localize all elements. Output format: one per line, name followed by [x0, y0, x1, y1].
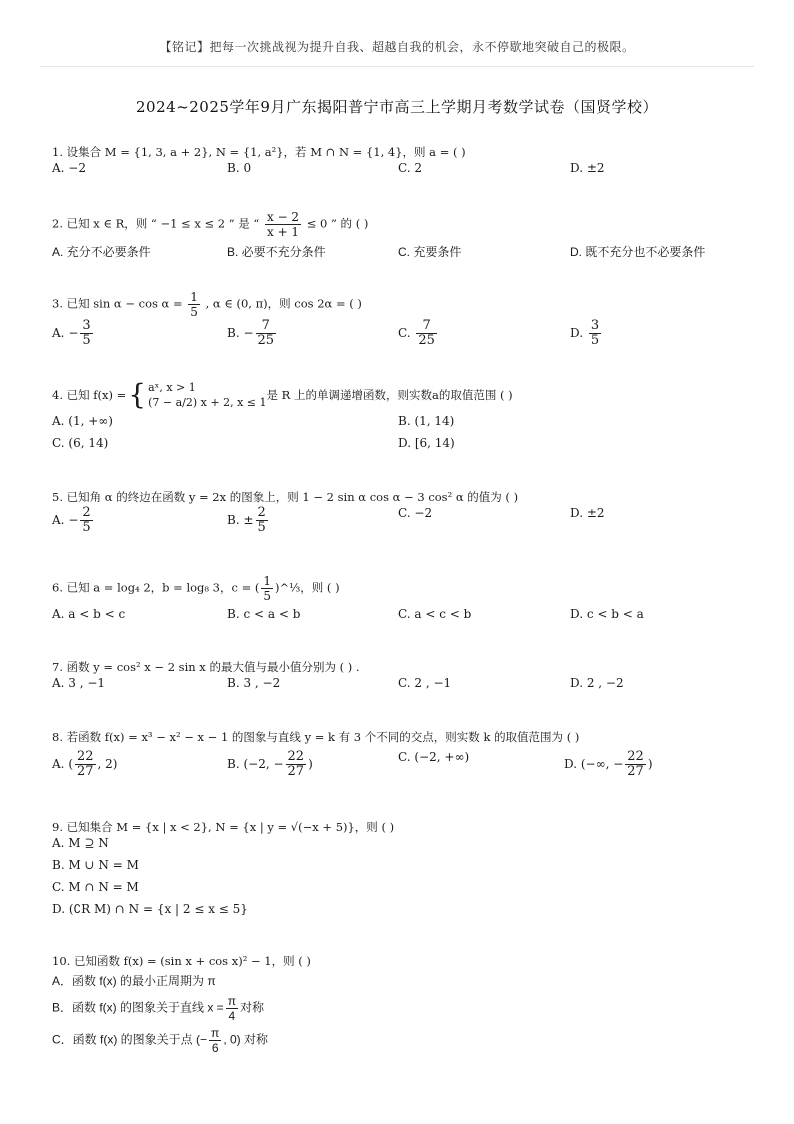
denominator: 5 — [82, 520, 91, 535]
option-sign: − — [68, 513, 79, 527]
option-b[interactable]: B. 必要不充分条件 — [227, 245, 326, 259]
question-2 — [52, 210, 752, 265]
fraction — [80, 506, 92, 535]
fraction — [256, 319, 277, 348]
option-c[interactable]: C. M ∩ N = M — [52, 880, 139, 894]
brace: { — [128, 378, 147, 411]
option-b[interactable] — [52, 994, 264, 1023]
denominator: 5 — [257, 520, 266, 535]
exam-title: 2024~2025学年9月广东揭阳普宁市高三上学期月考数学试卷（国贤学校） — [136, 98, 658, 116]
fraction — [589, 319, 601, 348]
piecewise-cases — [148, 380, 266, 410]
option-text: 对称 — [239, 1000, 264, 1015]
numerator: 22 — [627, 749, 644, 764]
option-d[interactable] — [570, 506, 605, 520]
option-b[interactable]: B. (1, 14) — [398, 414, 455, 428]
option-label: C. — [398, 506, 411, 520]
question-stem — [52, 380, 752, 410]
question-stem — [52, 210, 752, 239]
option-value: −2 — [414, 506, 433, 520]
question-stem — [52, 290, 752, 319]
case-2: (7 − a/2) x + 2, x ≤ 1 — [148, 396, 267, 409]
stem-text: )^⅓，则 ( ) — [275, 580, 340, 595]
option-label: C. — [398, 326, 411, 340]
numerator: π — [211, 1026, 220, 1040]
options-row — [52, 972, 752, 994]
stem-text: 6. 已知 a = log₄ 2，b = log₈ 3，c = ( — [52, 580, 260, 595]
option-text: (−∞, − — [580, 757, 624, 771]
option-b[interactable]: B. M ∪ N = M — [52, 858, 139, 872]
question-8 — [52, 728, 752, 794]
header-divider — [40, 66, 754, 67]
option-c[interactable] — [398, 319, 439, 348]
fraction — [209, 1026, 221, 1055]
fraction — [226, 994, 238, 1023]
fraction — [261, 574, 273, 603]
option-a[interactable]: A. a < b < c — [52, 607, 126, 621]
denominator: 5 — [263, 589, 271, 603]
options-row — [52, 414, 752, 436]
option-sign: − — [243, 326, 254, 340]
option-a[interactable] — [52, 319, 95, 348]
option-text: , 0) 对称 — [223, 1032, 268, 1047]
option-b[interactable] — [227, 506, 270, 535]
option-text: C．函数 f(x) 的图象关于点 — [52, 1032, 193, 1047]
option-b[interactable]: B. 3 , −2 — [227, 676, 281, 690]
option-a[interactable]: A. M ⊇ N — [52, 836, 109, 850]
numerator: 1 — [263, 574, 271, 588]
option-text: ) — [308, 757, 313, 771]
options-row — [52, 836, 752, 858]
option-label: A. — [52, 757, 65, 771]
option-d[interactable]: D. ±2 — [570, 161, 605, 175]
fraction — [256, 506, 268, 535]
option-label: C. — [398, 750, 411, 764]
option-c[interactable]: C. 2 , −1 — [398, 676, 452, 690]
numerator: 2 — [257, 505, 266, 520]
question-stem: 1. 设集合 M = {1, 3, a + 2}, N = {1, a²}，若 M ∩ N = {1, 4}，则 a = ( ) — [52, 145, 466, 159]
denominator: x + 1 — [266, 225, 300, 239]
option-a[interactable]: A. (1, +∞) — [52, 414, 113, 428]
option-a[interactable]: A．函数 f(x) 的最小正周期为 π — [52, 974, 216, 988]
fraction — [75, 750, 96, 779]
motto-banner: 【铭记】把每一次挑战视为提升自我、超越自我的机会，永不停歇地突破自己的极限。 — [159, 40, 635, 54]
question-stem: 8. 若函数 f(x) = x³ − x² − x − 1 的图象与直线 y = k 有 3 个不同的交点，则实数 k 的取值范围为 ( ) — [52, 730, 580, 744]
option-c[interactable]: C. a < c < b — [398, 607, 472, 621]
option-c[interactable] — [398, 506, 432, 520]
option-d[interactable] — [570, 319, 603, 348]
question-stem: 7. 函数 y = cos² x − 2 sin x 的最大值与最小值分别为 ( ) . — [52, 660, 360, 674]
option-sign: ± — [243, 513, 254, 527]
options-row — [52, 243, 752, 265]
denominator: 27 — [627, 764, 644, 779]
question-stem: 10. 已知函数 f(x) = (sin x + cos x)² − 1，则 ( ) — [52, 954, 311, 968]
fraction — [265, 210, 301, 239]
option-b[interactable]: B. c < a < b — [227, 607, 301, 621]
option-d[interactable] — [564, 750, 653, 779]
option-c[interactable] — [398, 750, 469, 764]
numerator: 3 — [82, 318, 91, 333]
stem-text: 是 R 上的单调递增函数，则实数a的取值范围 ( ) — [266, 388, 513, 402]
denominator: 25 — [257, 333, 275, 348]
fraction — [188, 290, 200, 319]
options-row — [52, 506, 752, 544]
question-3 — [52, 290, 752, 357]
option-c[interactable]: C. 2 — [398, 161, 423, 175]
options-row — [52, 858, 752, 880]
option-label: B. — [227, 326, 240, 340]
options-row — [52, 436, 752, 458]
option-d[interactable]: D. [6, 14) — [398, 436, 455, 450]
options-row — [52, 319, 752, 357]
numerator: 2 — [82, 505, 91, 520]
denominator: 25 — [418, 333, 435, 348]
options-row — [52, 902, 752, 924]
stem-text: 4. 已知 f(x) = — [52, 388, 127, 402]
option-label: B. — [227, 513, 240, 527]
option-label: B. — [227, 757, 240, 771]
denominator: 27 — [287, 764, 305, 779]
question-9 — [52, 818, 752, 924]
denominator: 6 — [211, 1041, 219, 1055]
options-row — [52, 1026, 752, 1058]
option-sign: − — [68, 326, 79, 340]
option-a[interactable]: A. 充分不必要条件 — [52, 245, 151, 259]
numerator: 22 — [287, 749, 305, 764]
denominator: 5 — [590, 333, 600, 348]
option-b[interactable]: B. 0 — [227, 161, 252, 175]
option-label: D. — [570, 506, 584, 520]
option-a[interactable] — [52, 506, 95, 535]
option-value: (−2, +∞) — [414, 750, 470, 764]
option-text: ) — [647, 757, 653, 771]
question-1 — [52, 143, 752, 183]
question-stem — [52, 574, 752, 603]
stem-text: 2. 已知 x ∈ R，则 “ −1 ≤ x ≤ 2 ” 是 “ — [52, 216, 260, 231]
question-10 — [52, 952, 752, 1058]
option-b[interactable] — [227, 319, 278, 348]
question-stem: 5. 已知角 α 的终边在函数 y = 2x 的图象上，则 1 − 2 sin α cos α − 3 cos² α 的值为 ( ) — [52, 490, 519, 504]
numerator: 1 — [190, 290, 198, 304]
options-row — [52, 676, 752, 698]
option-value: ±2 — [586, 506, 605, 520]
stem-text: 3. 已知 sin α − cos α = — [52, 296, 183, 311]
option-b[interactable] — [227, 750, 313, 779]
case-1: aˣ, x > 1 — [148, 381, 196, 394]
fraction — [80, 319, 92, 348]
option-text: , 2) — [97, 757, 118, 771]
question-5 — [52, 488, 752, 544]
denominator: 27 — [77, 764, 94, 779]
option-text: ( — [68, 757, 73, 771]
option-label: D. — [570, 326, 584, 340]
question-stem: 9. 已知集合 M = {x | x < 2}, N = {x | y = √(−x + 5)}，则 ( ) — [52, 820, 395, 834]
numerator: x − 2 — [266, 210, 300, 224]
option-d[interactable]: D. c < b < a — [570, 607, 644, 621]
options-row — [52, 161, 752, 183]
fraction — [416, 319, 437, 348]
option-c[interactable]: C. (6, 14) — [52, 436, 109, 450]
option-c[interactable]: C. 充要条件 — [398, 245, 462, 259]
option-text: B．函数 f(x) 的图象关于直线 x = — [52, 1000, 224, 1015]
option-a[interactable]: A. −2 — [52, 161, 86, 175]
options-row — [52, 750, 752, 794]
option-text: (− — [196, 1032, 208, 1047]
numerator: 7 — [416, 319, 437, 334]
numerator: π — [227, 994, 236, 1008]
denominator: 4 — [228, 1009, 236, 1023]
option-text: (−2, − — [243, 757, 284, 771]
option-d[interactable]: D. 既不充分也不必要条件 — [570, 245, 706, 259]
option-d[interactable]: D. 2 , −2 — [570, 676, 624, 690]
denominator: 5 — [82, 333, 91, 348]
numerator: 3 — [590, 318, 600, 333]
stem-text: , α ∈ (0, π)，则 cos 2α = ( ) — [205, 296, 362, 311]
question-6 — [52, 574, 752, 629]
option-label: D. — [564, 757, 578, 771]
fraction — [625, 750, 646, 779]
denominator: 5 — [190, 305, 198, 319]
question-4 — [52, 380, 752, 458]
options-row — [52, 607, 752, 629]
numerator: 22 — [77, 749, 94, 764]
options-row — [52, 994, 752, 1026]
options-row — [52, 880, 752, 902]
option-a[interactable]: A. 3 , −1 — [52, 676, 106, 690]
option-label: A. — [52, 326, 65, 340]
option-d[interactable]: D. (∁R M) ∩ N = {x | 2 ≤ x ≤ 5} — [52, 902, 248, 916]
fraction — [286, 750, 307, 779]
question-7 — [52, 658, 752, 698]
stem-text: ≤ 0 ” 的 ( ) — [306, 216, 369, 231]
option-c[interactable] — [52, 1026, 268, 1055]
option-label: A. — [52, 513, 65, 527]
numerator: 7 — [256, 319, 277, 334]
option-a[interactable] — [52, 750, 118, 779]
